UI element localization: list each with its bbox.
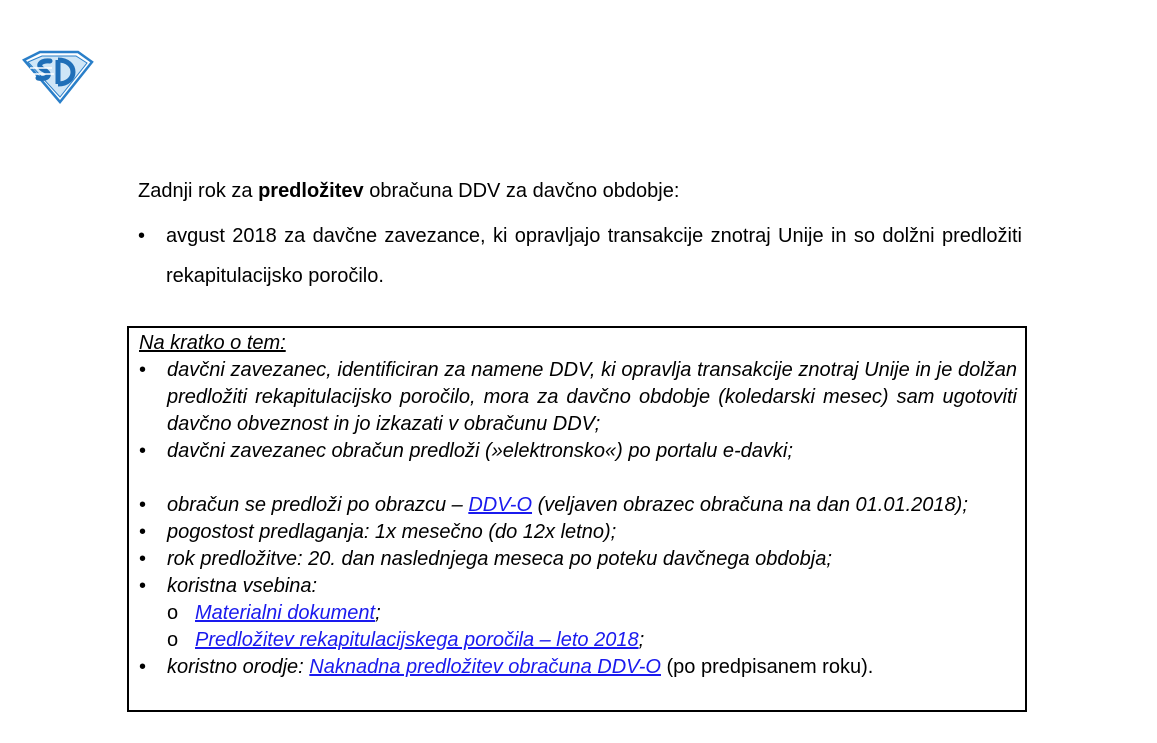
circle-bullet-icon: o (167, 602, 179, 624)
summary-list (139, 357, 1017, 681)
intro-section (138, 176, 1022, 296)
intro-list (138, 216, 1022, 296)
bullet-icon: • (139, 521, 147, 543)
summary-item: • obračun se predloži po obrazcu – DDV-O (veljaven obrazec obračuna na dan 01.01.2018); (139, 492, 1017, 519)
bullet-icon: • (139, 440, 147, 462)
material-document-link[interactable]: Materialni dokument (195, 602, 376, 624)
intro-list-item: • avgust 2018 za davčne zavezance, ki opravljajo transakcije znotraj Unije in so dolžni predložiti rekapitulacijsko poročilo. (138, 216, 1022, 296)
circle-bullet-icon: o (167, 629, 179, 651)
summary-item: • rok predložitve: 20. dan naslednjega meseca po poteku davčnega obdobja; (139, 546, 1017, 573)
bullet-icon: • (138, 225, 146, 247)
late-submission-link[interactable]: Naknadna predložitev obračuna DDV-O (309, 656, 661, 678)
sd-logo (20, 48, 96, 104)
bullet-icon: • (139, 548, 147, 570)
summary-item: • davčni zavezanec, identificiran za namene DDV, ki opravlja transakcije znotraj Unije in je dolžan predložiti rekapitulacijsko poročilo, mora za davčno obdobje (koledarski mesec) sam ugotoviti davčno obveznost in jo izkazati v obračunu DDV; (139, 359, 1017, 435)
intro-heading: Zadnji rok za predložitev obračuna DDV za davčno obdobje: (138, 180, 680, 202)
ddv-o-link[interactable]: DDV-O (468, 494, 533, 516)
summary-item: • koristna vsebina: o Materialni dokument; o Predložitev rekapitulacijskega poročila – leto 2018; (139, 573, 1017, 654)
bullet-icon: • (139, 575, 147, 597)
spacer (139, 465, 1017, 492)
useful-content-list (167, 600, 1017, 654)
bullet-icon: • (139, 494, 147, 516)
summary-box (127, 326, 1027, 712)
summary-item: • pogostost predlaganja: 1x mesečno (do 12x letno); (139, 519, 1017, 546)
useful-content-item: o Materialni dokument; (167, 600, 1017, 627)
summary-item: • davčni zavezanec obračun predloži (»elektronsko«) po portalu e-davki; (139, 438, 1017, 465)
bullet-icon: • (139, 656, 147, 678)
recap-report-link[interactable]: Predložitev rekapitulacijskega poročila – leto 2018 (195, 629, 639, 651)
summary-item: • koristno orodje: Naknadna predložitev obračuna DDV-O (po predpisanem roku). (139, 654, 1017, 681)
intro-heading-bold: predložitev (258, 180, 364, 202)
summary-box-title: Na kratko o tem: (139, 332, 286, 354)
useful-content-item: o Predložitev rekapitulacijskega poročila – leto 2018; (167, 627, 1017, 654)
bullet-icon: • (139, 359, 147, 381)
